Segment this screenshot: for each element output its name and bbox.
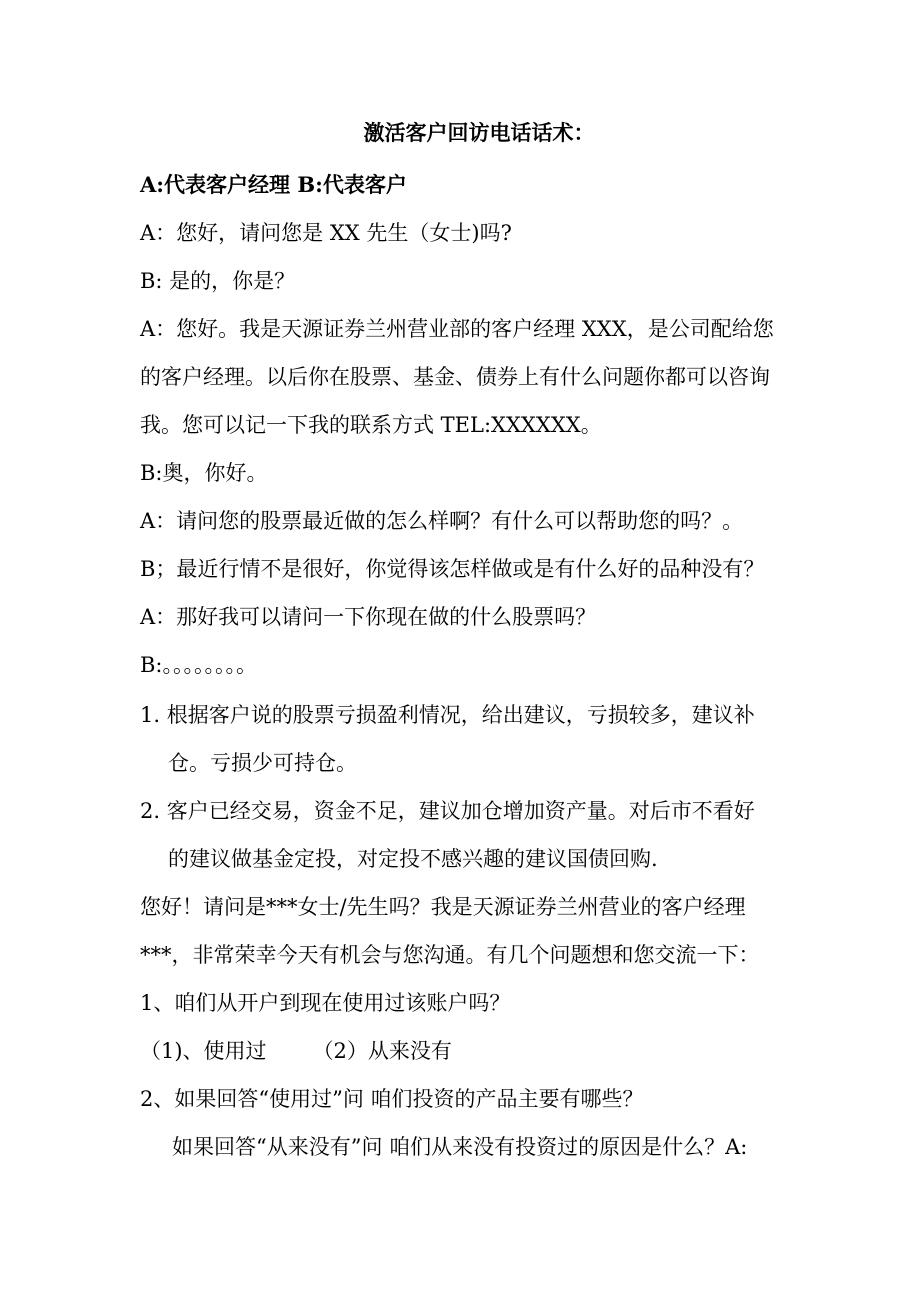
script-intro-line: 您好！请问是***女士/先生吗？我是天源证券兰州营业的客户经理	[140, 895, 746, 919]
numbered-item-1-continuation: 仓。亏损少可持仓。	[168, 751, 357, 775]
dialogue-line: A：那好我可以请问一下你现在做的什么股票吗？	[140, 605, 597, 629]
dialogue-line: A：您好。我是天源证券兰州营业部的客户经理 XXX，是公司配给您	[140, 317, 774, 341]
dialogue-line: A：请问您的股票最近做的怎么样啊？有什么可以帮助您的吗？。	[140, 509, 744, 533]
question-2: 2、如果回答“使用过”问 咱们投资的产品主要有哪些？	[140, 1087, 644, 1111]
roles-legend: A:代表客户经理 B:代表客户	[140, 172, 407, 197]
dialogue-line: B: 是的，你是？	[140, 269, 296, 293]
dialogue-line: 的客户经理。以后你在股票、基金、债券上有什么问题你都可以咨询	[140, 365, 770, 389]
numbered-item-2: 2. 客户已经交易，资金不足，建议加仓增加资产量。对后市不看好	[140, 799, 755, 823]
dialogue-line: 我。您可以记一下我的联系方式 TEL:XXXXXX。	[140, 413, 602, 437]
dialogue-line: B:奥，你好。	[140, 461, 268, 485]
dialogue-line: A：您好，请问您是 XX 先生（女士)吗?	[140, 221, 512, 245]
question-1-options	[140, 1036, 800, 1066]
numbered-item-2-continuation: 的建议做基金定投，对定投不感兴趣的建议国债回购.	[168, 847, 658, 871]
document-title: 激活客户回访电话话术：	[363, 120, 595, 145]
dialogue-line: B；最近行情不是很好，你觉得该怎样做或是有什么好的品种没有？	[140, 557, 765, 581]
script-intro-line: ***，非常荣幸今天有机会与您沟通。有几个问题想和您交流一下：	[140, 943, 760, 967]
question-1: 1、咱们从开户到现在使用过该账户吗？	[140, 991, 511, 1015]
numbered-item-1: 1. 根据客户说的股票亏损盈利情况，给出建议，亏损较多，建议补	[140, 703, 755, 727]
question-2-alternative: 如果回答“从来没有”问 咱们从来没有投资过的原因是什么？A:	[172, 1135, 748, 1159]
dialogue-line: B:。。。。。。。。	[140, 653, 258, 677]
question-1-option-2: （2）从来没有	[312, 1039, 452, 1063]
question-1-option-1: （1)、使用过	[140, 1039, 267, 1063]
